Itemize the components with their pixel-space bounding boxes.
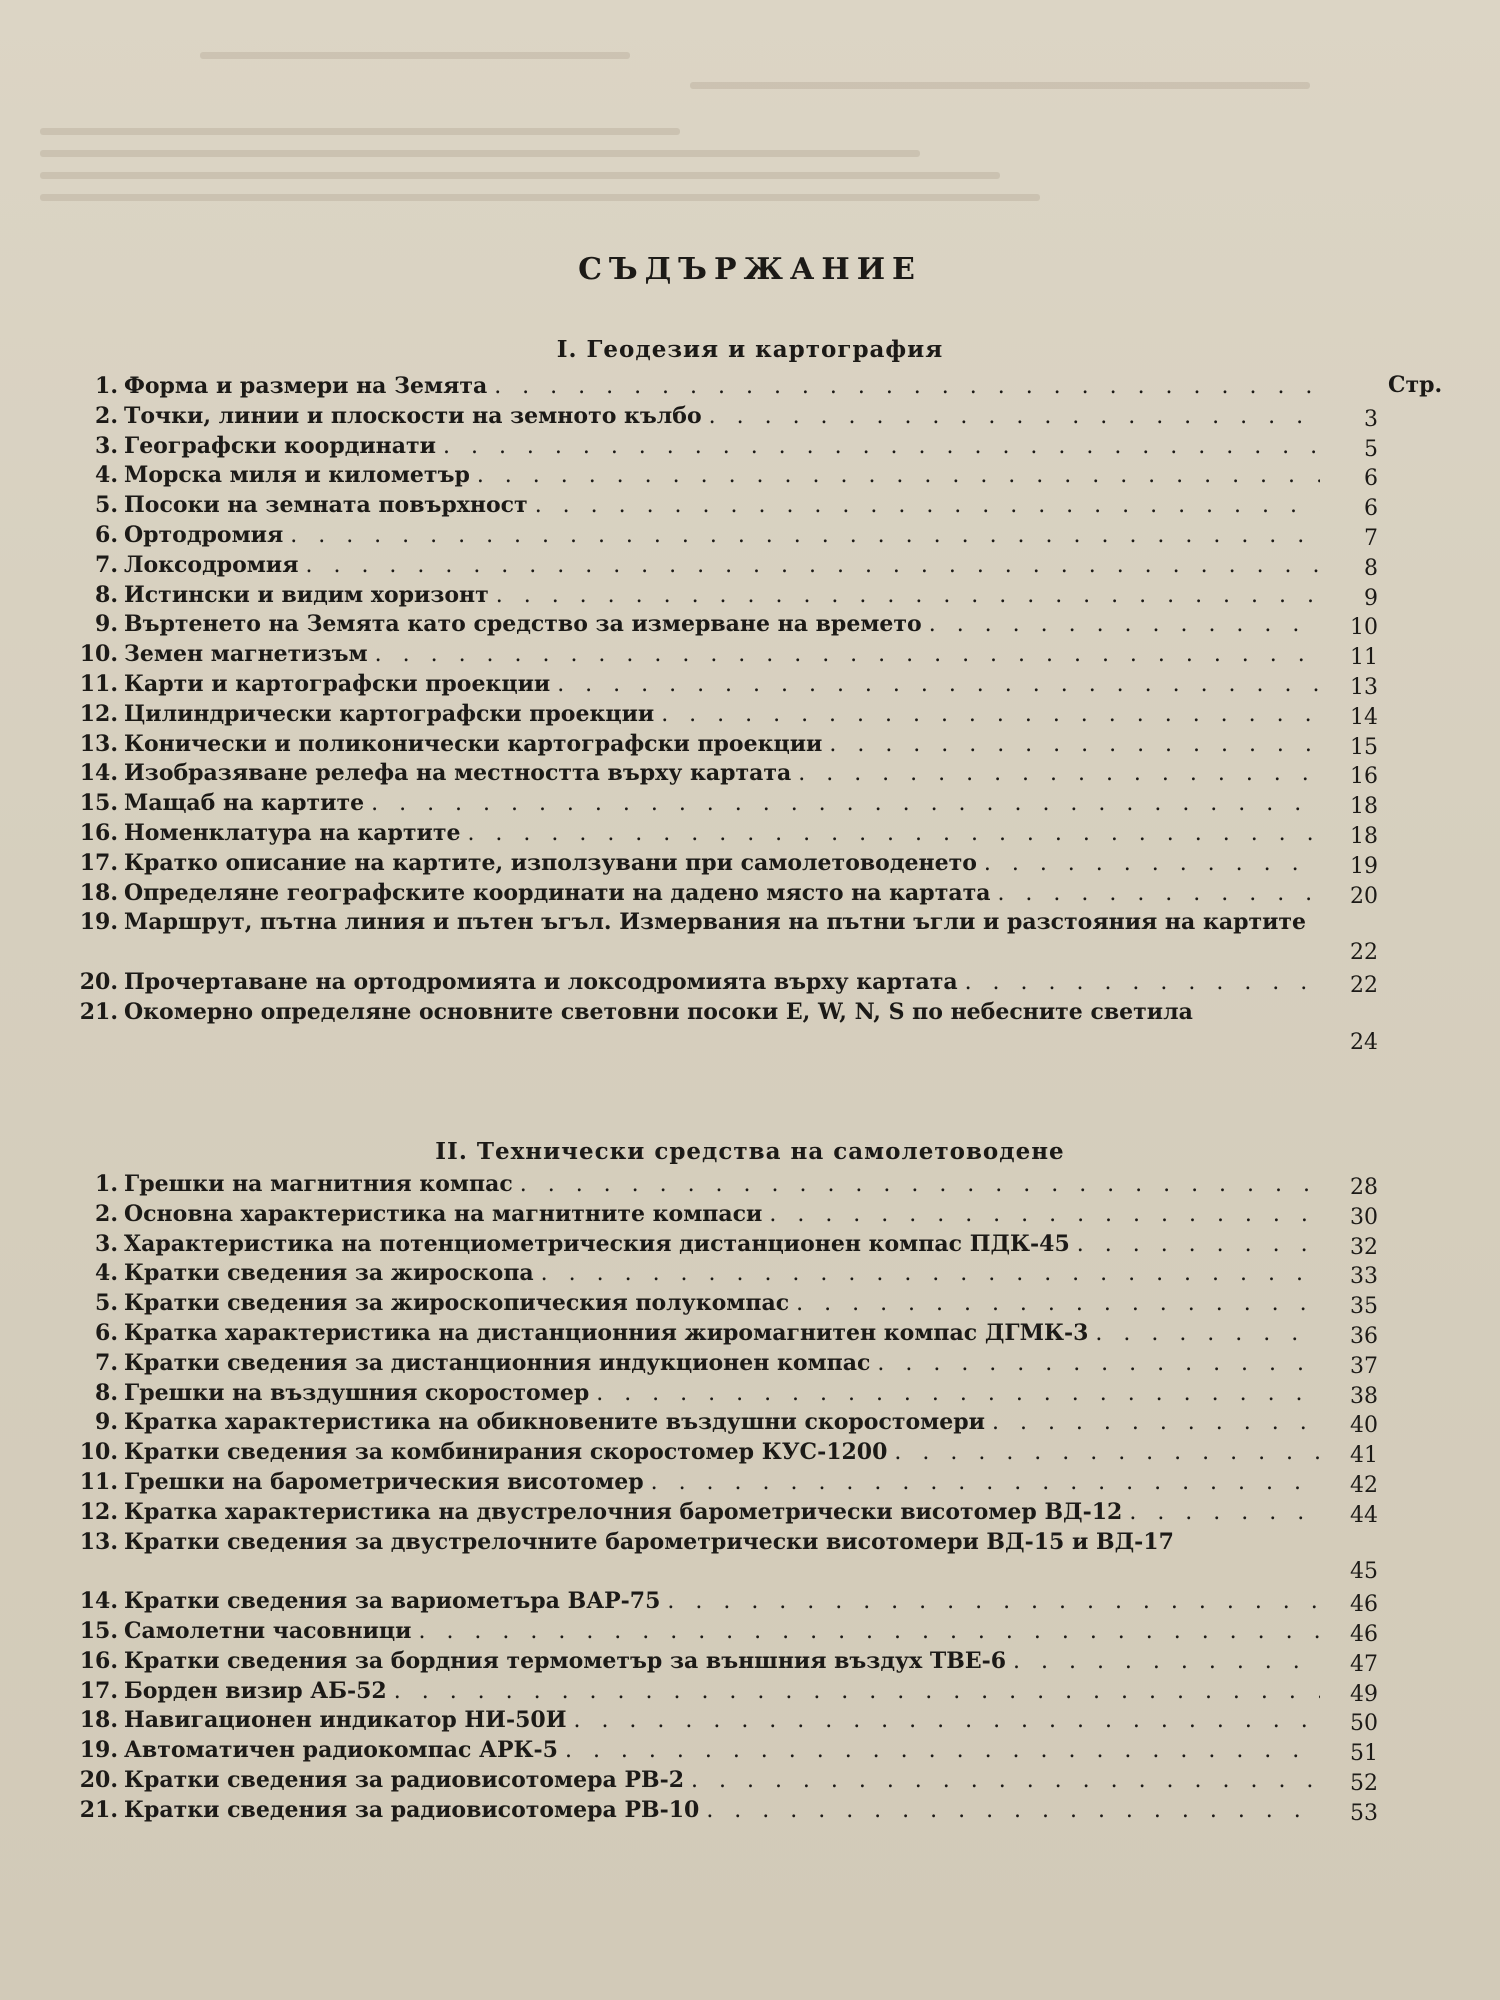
toc-entry[interactable]: [78, 1349, 1378, 1379]
entry-page-number: 41: [1350, 1443, 1378, 1469]
entry-number: 2.: [95, 1200, 118, 1227]
entry-number: 10.: [79, 1439, 118, 1466]
toc-entry[interactable]: [78, 1259, 1378, 1289]
entry-number: 17.: [79, 849, 118, 876]
toc-entry[interactable]: [78, 998, 1378, 1058]
toc-entry[interactable]: [78, 1736, 1378, 1766]
entry-title: Карти и картографски проекции . .: [124, 670, 1320, 700]
entry-title: Морска миля и километър . .: [124, 461, 1320, 491]
entry-page-number: 8: [1364, 555, 1378, 581]
entry-number: 17.: [79, 1677, 118, 1704]
toc-entry[interactable]: [78, 908, 1378, 968]
entry-title: Номенклатура на картите . .: [124, 819, 1320, 849]
entry-page-number: 30: [1350, 1204, 1378, 1230]
entry-number: 4.: [95, 462, 118, 489]
entry-number: 10.: [79, 641, 118, 668]
toc-entry[interactable]: [78, 1230, 1378, 1260]
toc-entry[interactable]: [78, 700, 1378, 730]
entry-page-number: 6: [1364, 466, 1378, 492]
entry-number: 14.: [79, 1588, 118, 1615]
entry-page-number: 14: [1350, 704, 1378, 730]
entry-page-number: 3: [1364, 406, 1378, 432]
toc-entry[interactable]: [78, 968, 1378, 998]
entry-number: 4.: [95, 1260, 118, 1287]
entry-number: 7.: [95, 1349, 118, 1376]
entry-number: 11.: [79, 670, 118, 697]
toc-entry[interactable]: [78, 461, 1378, 491]
entry-title: Кратки сведения за дистанционния индукционен компас . .: [124, 1349, 1320, 1379]
toc-entry[interactable]: [78, 402, 1378, 432]
entry-page-number: 15: [1350, 734, 1378, 760]
entry-page-number: 19: [1350, 853, 1378, 879]
entry-page-number: 46: [1350, 1621, 1378, 1647]
entry-number: 18.: [79, 879, 118, 906]
entry-page-number: 24: [1350, 1029, 1378, 1055]
toc-entry[interactable]: [78, 491, 1378, 521]
entry-page-number: 6: [1364, 496, 1378, 522]
toc-entry[interactable]: [78, 640, 1378, 670]
section-title-technical: II. Технически средства на самолетоводене: [435, 1138, 1065, 1165]
toc-entry[interactable]: [78, 879, 1378, 909]
entry-title: Истински и видим хоризонт . .: [124, 581, 1320, 611]
contents-title: СЪДЪРЖАНИЕ: [578, 252, 922, 287]
entry-title: Автоматичен радиокомпас АРК-5 . .: [124, 1736, 1320, 1766]
entry-page-number: 35: [1350, 1294, 1378, 1320]
entry-number: 11.: [79, 1468, 118, 1495]
entry-title: Кратки сведения за комбинирания скоростомер КУС-1200 . .: [124, 1438, 1320, 1468]
entry-title: Кратки сведения за жироскопическия полукомпас . .: [124, 1289, 1320, 1319]
entry-title: Кратка характеристика на двустрелочния барометрически висотомер ВД-12 . .: [124, 1498, 1320, 1528]
entry-number: 15.: [79, 1617, 118, 1644]
toc-entry[interactable]: [78, 1706, 1378, 1736]
entry-title: Прочертаване на ортодромията и локсодромията върху картата . .: [124, 968, 1320, 998]
entry-page-number: 37: [1350, 1353, 1378, 1379]
toc-entry[interactable]: [78, 432, 1378, 462]
entry-number: 8.: [95, 1379, 118, 1406]
toc-section-geodesy: [78, 372, 1378, 1057]
toc-entry[interactable]: [78, 670, 1378, 700]
entry-title: Кратки сведения за радиовисотомера РВ-2 . .: [124, 1766, 1320, 1796]
entry-number: 1.: [95, 1171, 118, 1197]
entry-title: Въртенето на Земята като средство за измерване на времето . .: [124, 610, 1320, 640]
toc-entry[interactable]: [78, 1170, 1378, 1200]
entry-title: Кратка характеристика на дистанционния жиромагнитен компас ДГМК-3 . .: [124, 1319, 1320, 1349]
entry-number: 9.: [95, 611, 118, 638]
toc-entry[interactable]: [78, 1468, 1378, 1498]
entry-number: 6.: [95, 521, 118, 548]
entry-page-number: 20: [1350, 883, 1378, 909]
entry-number: 3.: [95, 1230, 118, 1257]
entry-number: 9.: [95, 1409, 118, 1436]
entry-number: 1.: [95, 373, 118, 399]
page-column-header: Стр.: [1388, 372, 1443, 398]
toc-section-technical: [78, 1170, 1378, 1826]
entry-title: Маршрут, пътна линия и пътен ъгъл. Измервания на пътни ъгли и разстояния на картите: [124, 909, 1307, 936]
entry-title: Определяне географските координати на дадено място на картата . .: [124, 879, 1320, 909]
entry-title: Ортодромия . .: [124, 521, 1320, 551]
entry-page-number: 53: [1350, 1800, 1378, 1826]
entry-title: Грешки на магнитния компас . .: [124, 1170, 1320, 1200]
entry-page-number: 28: [1350, 1175, 1378, 1200]
entry-number: 18.: [79, 1707, 118, 1734]
entry-page-number: 46: [1350, 1592, 1378, 1618]
toc-entry[interactable]: [78, 1677, 1378, 1707]
entry-page-number: 18: [1350, 823, 1378, 849]
entry-number: 5.: [95, 492, 118, 519]
entry-page-number: 33: [1350, 1264, 1378, 1290]
toc-entry[interactable]: [78, 1587, 1378, 1617]
entry-title: Кратки сведения за вариометъра ВАР-75 . .: [124, 1587, 1320, 1617]
entry-page-number: 16: [1350, 764, 1378, 790]
bleed-through-text: [0, 0, 1500, 200]
entry-page-number: 49: [1350, 1681, 1378, 1707]
entry-title: Локсодромия . .: [124, 551, 1320, 581]
entry-title: Характеристика на потенциометрическия дистанционен компас ПДК-45 . .: [124, 1230, 1320, 1260]
entry-title: Грешки на въздушния скоростомер . .: [124, 1379, 1320, 1409]
entry-page-number: 51: [1350, 1741, 1378, 1767]
entry-page-number: 38: [1350, 1383, 1378, 1409]
entry-title: Цилиндрически картографски проекции . .: [124, 700, 1320, 730]
entry-page-number: 36: [1350, 1323, 1378, 1349]
entry-title: Кратки сведения за двустрелочните барометрически висотомери ВД-15 и ВД-17: [124, 1528, 1174, 1555]
entry-page-number: 40: [1350, 1413, 1378, 1439]
entry-title: Самолетни часовници . .: [124, 1617, 1320, 1647]
entry-title: Земен магнетизъм . .: [124, 640, 1320, 670]
toc-entry[interactable]: [78, 1319, 1378, 1349]
toc-entry[interactable]: [78, 610, 1378, 640]
toc-entry[interactable]: [78, 759, 1378, 789]
toc-entry[interactable]: [78, 1200, 1378, 1230]
entry-title: Изобразяване релефа на местността върху картата . .: [124, 759, 1320, 789]
entry-page-number: 10: [1350, 615, 1378, 641]
toc-entry[interactable]: [78, 789, 1378, 819]
entry-page-number: 42: [1350, 1472, 1378, 1498]
toc-entry[interactable]: [78, 1766, 1378, 1796]
entry-page-number: 45: [1350, 1559, 1378, 1585]
entry-page-number: 32: [1350, 1234, 1378, 1260]
entry-page-number: 47: [1350, 1651, 1378, 1677]
entry-title: Мащаб на картите . .: [124, 789, 1320, 819]
entry-number: 14.: [79, 760, 118, 787]
toc-entry[interactable]: [78, 581, 1378, 611]
toc-entry[interactable]: [78, 1617, 1378, 1647]
entry-number: 13.: [79, 730, 118, 757]
entry-number: 13.: [79, 1528, 118, 1555]
toc-entry[interactable]: [78, 551, 1378, 581]
toc-entry[interactable]: [78, 372, 1378, 402]
entry-title: Кратка характеристика на обикновените въздушни скоростомери . .: [124, 1408, 1320, 1438]
toc-entry[interactable]: [78, 1796, 1378, 1826]
entry-title: Конически и поликонически картографски проекции . .: [124, 730, 1320, 760]
entry-number: 5.: [95, 1290, 118, 1317]
toc-entry[interactable]: [78, 1289, 1378, 1319]
entry-title: Кратки сведения за жироскопа . .: [124, 1259, 1320, 1289]
entry-number: 21.: [79, 998, 118, 1025]
entry-number: 15.: [79, 790, 118, 817]
entry-title: Форма и размери на Земята . .: [124, 372, 1320, 402]
toc-entry[interactable]: [78, 1528, 1378, 1588]
entry-page-number: 52: [1350, 1770, 1378, 1796]
toc-entry[interactable]: [78, 730, 1378, 760]
entry-number: 2.: [95, 402, 118, 429]
entry-page-number: 22: [1350, 940, 1378, 966]
entry-page-number: 13: [1350, 674, 1378, 700]
entry-title: Навигационен индикатор НИ-50И . .: [124, 1706, 1320, 1736]
entry-page-number: 50: [1350, 1711, 1378, 1737]
toc-entry[interactable]: [78, 1498, 1378, 1528]
entry-number: 19.: [79, 909, 118, 936]
toc-entry[interactable]: [78, 521, 1378, 551]
entry-title: Кратки сведения за бордния термометър за външния въздух ТВЕ-6 . .: [124, 1647, 1320, 1677]
entry-title: Окомерно определяне основните световни посоки E, W, N, S по небесните светила: [124, 998, 1193, 1025]
entry-number: 12.: [79, 1498, 118, 1525]
toc-entry[interactable]: [78, 849, 1378, 879]
section-title-geodesy: I. Геодезия и картография: [556, 336, 944, 363]
entry-page-number: 11: [1350, 645, 1378, 671]
entry-number: 21.: [79, 1796, 118, 1823]
entry-title: Географски координати . .: [124, 432, 1320, 462]
toc-entry[interactable]: [78, 1408, 1378, 1438]
entry-number: 20.: [79, 1766, 118, 1793]
toc-entry[interactable]: [78, 1438, 1378, 1468]
entry-page-number: 22: [1350, 972, 1378, 998]
entry-title: Посоки на земната повърхност . .: [124, 491, 1320, 521]
entry-title: Основна характеристика на магнитните компаси . .: [124, 1200, 1320, 1230]
toc-entry[interactable]: [78, 1379, 1378, 1409]
entry-number: 3.: [95, 432, 118, 459]
entry-number: 16.: [79, 819, 118, 846]
entry-page-number: 9: [1364, 585, 1378, 611]
entry-page-number: 18: [1350, 794, 1378, 820]
entry-title: Точки, линии и плоскости на земното кълбо . .: [124, 402, 1320, 432]
toc-entry[interactable]: [78, 1647, 1378, 1677]
entry-title: Кратко описание на картите, използувани при самолетоводенето . .: [124, 849, 1320, 879]
entry-number: 8.: [95, 581, 118, 608]
entry-title: Кратки сведения за радиовисотомера РВ-10 . .: [124, 1796, 1320, 1826]
toc-entry[interactable]: [78, 819, 1378, 849]
entry-number: 20.: [79, 968, 118, 995]
entry-title: Грешки на барометрическия висотомер . .: [124, 1468, 1320, 1498]
entry-number: 16.: [79, 1647, 118, 1674]
entry-number: 7.: [95, 551, 118, 578]
entry-page-number: 44: [1350, 1502, 1378, 1528]
entry-title: Борден визир АБ-52 . .: [124, 1677, 1320, 1707]
entry-number: 12.: [79, 700, 118, 727]
entry-number: 19.: [79, 1737, 118, 1764]
entry-number: 6.: [95, 1319, 118, 1346]
entry-page-number: 7: [1364, 525, 1378, 551]
entry-page-number: 5: [1364, 436, 1378, 462]
